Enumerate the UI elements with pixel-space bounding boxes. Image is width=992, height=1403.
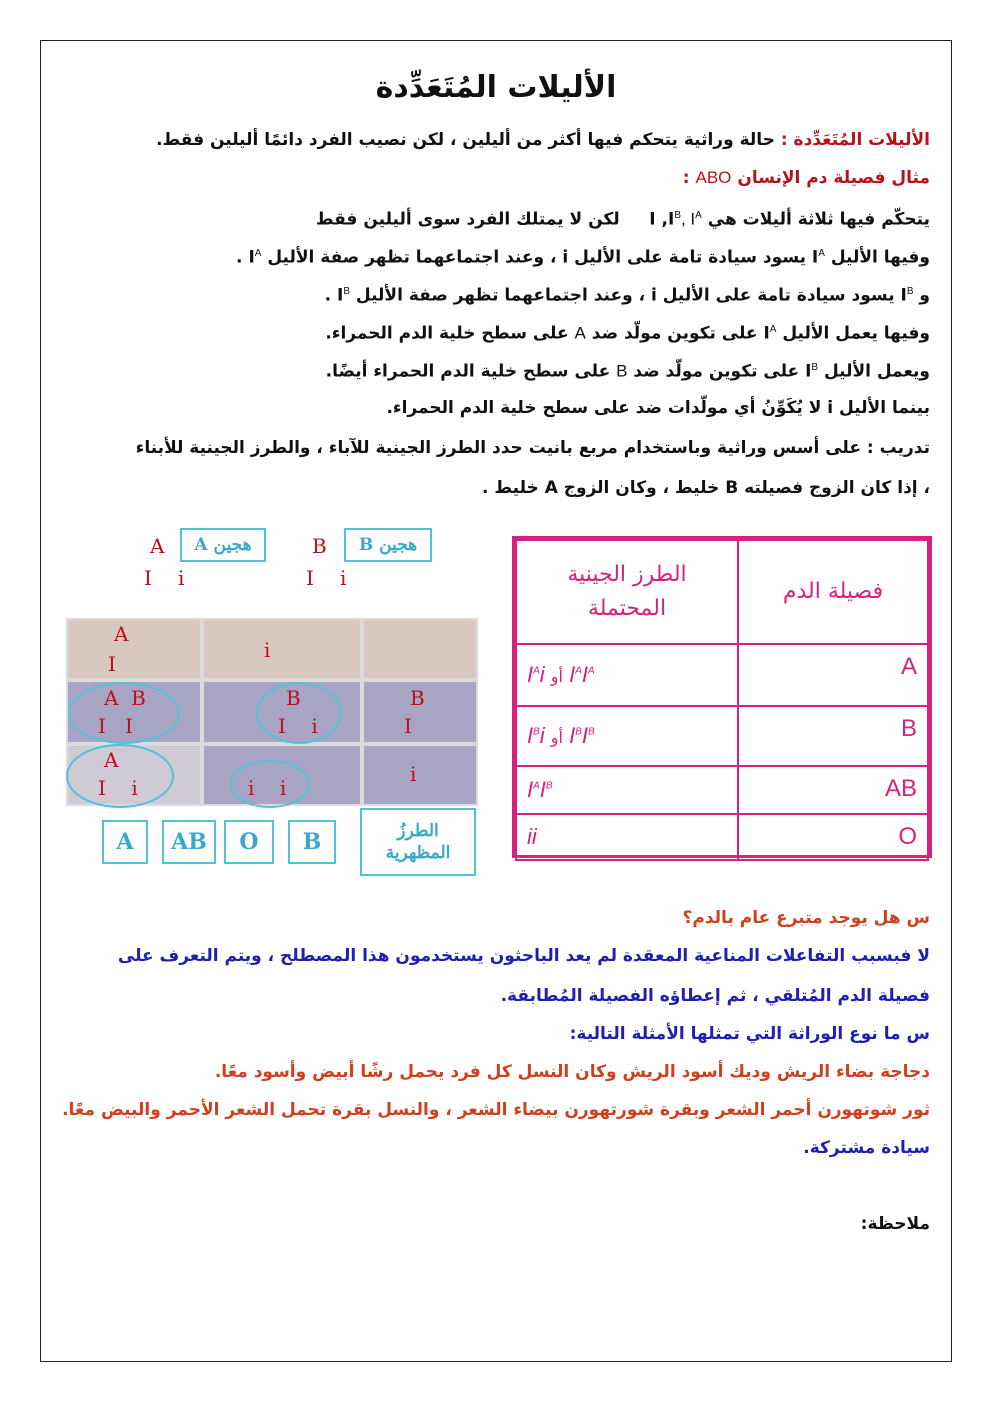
note-label: ملاحظة: [860, 1214, 930, 1234]
or-word: أو [550, 669, 563, 686]
ib-antigen-end: على سطح خلية الدم الحمراء أيضًا. [325, 361, 617, 382]
sup-b: B [906, 286, 914, 297]
blood-o: O [738, 814, 928, 860]
r3c1-bot: I i [98, 776, 138, 800]
phenotype-b: B [288, 820, 336, 864]
sup-a: A [818, 248, 825, 259]
blood-ab: AB [738, 766, 928, 814]
alleles-text-end: لكن لا يمتلك الفرد سوى أليلين فقط [315, 209, 620, 230]
r1c1-bot: I [108, 652, 116, 676]
table-row [516, 814, 928, 860]
genotype-ab: $I^AI^B$ [516, 766, 738, 814]
exercise-line: تدريب : على أسس وراثية وباستخدام مربع بانيت حدد الطرز الجينية للآباء ، والطرز الجينية للأبناء [135, 438, 930, 458]
definition-text: حالة وراثية يتحكم فيها أكثر من أليلين ، لكن نصيب الفرد دائمًا أليلين فقط. [156, 130, 781, 150]
parent-b-tag: هجين B [344, 528, 432, 562]
question-1: س هل يوجد متبرع عام بالدم؟ [682, 908, 930, 928]
genotype-o: ii [516, 814, 738, 860]
highlight-ring-b [256, 682, 342, 744]
highlight-ring-o [230, 760, 310, 808]
example-colon: : [682, 168, 696, 188]
example-1: دجاجة بضاء الريش وديك أسود الريش وكان النسل كل فرد يحمل رشًا أبيض وأسود معًا. [214, 1062, 930, 1082]
ia-dominance-line: وفيها الأليل $I^A$ يسود سيادة تامة على الأليل i ، وعند اجتماعهما تظهر صفة الأليل $I^A$ . [236, 247, 930, 268]
definition-line [156, 128, 930, 152]
question-2: س ما نوع الوراثة التي تمثلها الأمثلة التالية: [569, 1024, 930, 1044]
ib-line-end: يسود سيادة تامة على الأليل i ، وعند اجتماعهما تظهر صفة الأليل I [337, 285, 901, 306]
r1c1-top: A [114, 622, 129, 646]
ib-antigen-start: ويعمل الأليل I [805, 361, 930, 382]
parent-a-allele-2: i [178, 566, 185, 590]
parent-b-allele-2: i [340, 566, 347, 590]
sup-a: A [695, 210, 702, 221]
parent-a-letter: A [150, 534, 165, 558]
r3c3: i [410, 762, 417, 786]
punnett-cell-r1c2 [202, 618, 362, 680]
parent-b-allele-1: I [306, 566, 314, 590]
ia-line-start: وفيها الأليل I [811, 247, 930, 268]
ib-antigen-line [326, 356, 930, 384]
genotype-a: $I^Ai$ أو $I^AI^A$ [516, 644, 738, 706]
header-blood: فصيلة الدم [738, 540, 928, 644]
ia-line-end: يسود سيادة تامة على الأليل i ، وعند اجتماعهما تظهر صفة الأليل I [248, 247, 812, 268]
sup-a: A [769, 324, 777, 335]
genotype-b: $I^Bi$ أو $I^BI^B$ [516, 706, 738, 766]
ia-antigen-end: على سطح خلية الدم الحمراء. [325, 323, 575, 344]
example-2: ثور شوتهورن أحمر الشعر وبقرة شورتهورن بيضاء الشعر ، والنسل بقرة تحمل الشعر الأحمر والبيض معًا. [62, 1100, 930, 1120]
page-title: الأليلات المُتَعَدِّدة [375, 70, 617, 105]
ia-antigen-start: وفيها يعمل الأليل I [763, 323, 930, 344]
antigen-a: A [574, 323, 586, 343]
example-label: مثال فصيلة دم الإنسان [731, 168, 930, 188]
antigen-b: B [616, 361, 628, 381]
phenotype-a: A [102, 820, 148, 864]
header-genotype: الطرز الجينية المحتملة [516, 540, 738, 644]
i-allele-line: بينما الأليل i لا يُكَوِّنُ أي مولّدات ضد على سطح خلية الدم الحمراء. [386, 398, 930, 418]
alleles-line: يتحكّم فيها ثلاثة أليلات هي I $,I^B$, $I^A$ لكن لا يمتلك الفرد سوى أليلين فقط [315, 209, 930, 230]
example-line [683, 166, 930, 190]
ib-dominance-line: و $I^B$ يسود سيادة تامة على الأليل i ، وعند اجتماعهما تظهر صفة الأليل $I^B$ . [324, 285, 930, 306]
definition-term: الأليلات المُتَعَدِّدة : [780, 130, 930, 150]
phenotype-o: O [224, 820, 274, 864]
alleles-text: يتحكّم فيها ثلاثة أليلات هي I ,I [649, 209, 930, 230]
sup-a: A [254, 248, 262, 259]
table-row [516, 766, 928, 814]
parent-b-letter: B [312, 534, 327, 558]
exercise-line-2: ، إذا كان الزوج فصيلته B خليط ، وكان الزوج A خليط . [482, 478, 930, 498]
answer-1-line-1: لا فبسبب التفاعلات المناعية المعقدة لم يعد الباحثون يستخدمون هذا المصطلح ، ويتم التعرف على [117, 946, 930, 966]
example-abo: ABO [695, 168, 732, 187]
ib-antigen-mid: على تكوين مولّد ضد [627, 361, 806, 382]
r3c1-top: A [104, 748, 119, 772]
punnett-cell-r3c3 [362, 744, 478, 806]
r2c3-bot: I [404, 714, 412, 738]
sup-b: B [343, 286, 351, 297]
or-word: أو [550, 730, 563, 747]
punnett-cell-r1c1 [66, 618, 202, 680]
sup-b: B [811, 362, 819, 373]
blood-a: A [738, 644, 928, 706]
r2c2-bot: I i [278, 714, 318, 738]
ia-antigen-mid: على تكوين مولّد ضد [585, 323, 764, 344]
table-row [516, 644, 928, 706]
punnett-cell-r1c3 [362, 618, 478, 680]
r2c3-top: B [410, 686, 425, 710]
r2c1-bot: I I [98, 714, 133, 738]
highlight-ring-ab [68, 682, 180, 744]
r3c2: i i [248, 776, 287, 800]
phenotype-ab: AB [162, 820, 216, 864]
blood-b: B [738, 706, 928, 766]
phenotype-label: الطرزُ المظهرية [360, 808, 476, 876]
highlight-ring-a [66, 744, 174, 808]
sup-b: B [674, 210, 681, 221]
r2c1-top: A B [104, 686, 146, 710]
parent-a-allele-1: I [144, 566, 152, 590]
r1c2: i [264, 638, 271, 662]
answer-1-line-2: فصيلة الدم المُتلقي ، ثم إعطاؤه الفصيلة المُطابقة. [500, 986, 930, 1006]
r2c2-top: B [286, 686, 301, 710]
blood-type-table [512, 536, 932, 858]
table-row [516, 706, 928, 766]
answer-2: سيادة مشتركة. [803, 1138, 930, 1158]
parent-a-tag: هجين A [180, 528, 266, 562]
ib-line-start: و I [900, 285, 930, 306]
ia-antigen-line [325, 318, 930, 346]
